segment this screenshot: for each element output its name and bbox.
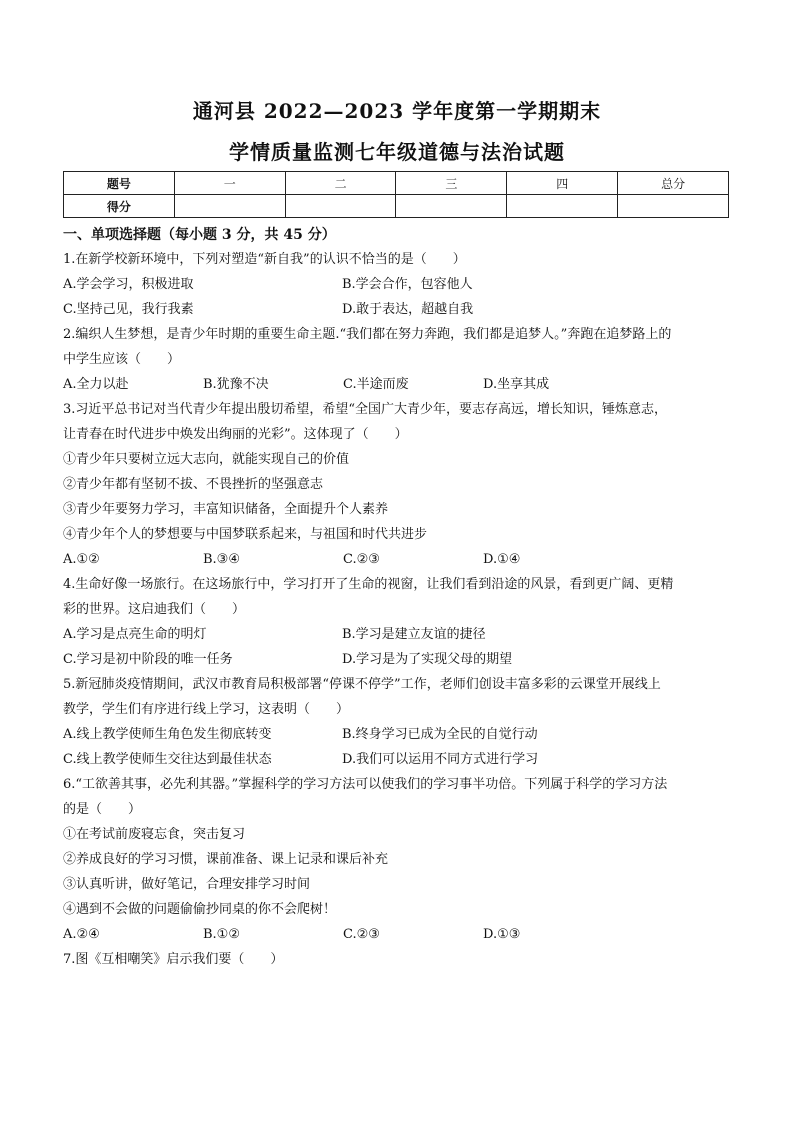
score-blank-cell bbox=[618, 195, 729, 218]
option-b: B.学习是建立友谊的捷径 bbox=[342, 627, 486, 642]
option-d: D.我们可以运用不同方式进行学习 bbox=[342, 752, 539, 767]
question-stem: 5.新冠肺炎疫情期间，武汉市教育局积极部署“停课不停学”工作，老师们创设丰富多彩的云课堂开展线上 bbox=[63, 677, 661, 692]
score-header-cell: 一 bbox=[174, 172, 285, 195]
statement: ③青少年要努力学习，丰富知识储备，全面提升个人素养 bbox=[63, 502, 389, 517]
option-row bbox=[63, 747, 731, 772]
statement: ②养成良好的学习习惯，课前准备、课上记录和课后补充 bbox=[63, 852, 389, 867]
option-c: C.半途而废 bbox=[343, 377, 409, 392]
question-stem: 教学，学生们有序进行线上学习，这表明（ ） bbox=[63, 702, 350, 717]
option-row bbox=[63, 922, 731, 947]
question-stem: 3.习近平总书记对当代青少年提出殷切希望，希望“全国广大青少年，要志存高远，增长知识，锤炼意志， bbox=[63, 402, 668, 417]
question-stem: 7.图《互相嘲笑》启示我们要（ ） bbox=[63, 952, 284, 967]
question-stem: 中学生应该（ ） bbox=[63, 352, 181, 367]
option-b: B.①② bbox=[203, 927, 240, 942]
question-stem: 6.“工欲善其事，必先利其器。”掌握科学的学习方法可以使我们的学习事半功倍。下列属于科学的学习方法 bbox=[63, 777, 668, 792]
score-row-label: 得分 bbox=[64, 195, 175, 218]
option-b: B.学会合作，包容他人 bbox=[342, 277, 473, 292]
option-a: A.②④ bbox=[63, 927, 100, 942]
option-d: D.坐享其成 bbox=[483, 377, 550, 392]
option-a: A.线上教学使师生角色发生彻底转变 bbox=[63, 727, 272, 742]
statement: ②青少年都有坚韧不拔、不畏挫折的坚强意志 bbox=[63, 477, 324, 492]
score-blank-cell bbox=[507, 195, 618, 218]
option-c: C.学习是初中阶段的唯一任务 bbox=[63, 652, 233, 667]
option-b: B.犹豫不决 bbox=[203, 377, 269, 392]
option-d: D.学习是为了实现父母的期望 bbox=[342, 652, 513, 667]
score-blank-cell bbox=[174, 195, 285, 218]
score-header-cell: 二 bbox=[285, 172, 396, 195]
option-row bbox=[63, 622, 731, 647]
statement: ④青少年个人的梦想要与中国梦联系起来，与祖国和时代共进步 bbox=[63, 527, 428, 542]
section-title: 一、单项选择题（每小题 3 分，共 45 分） bbox=[63, 227, 336, 243]
option-b: B.③④ bbox=[203, 552, 240, 567]
score-blank-cell bbox=[396, 195, 507, 218]
option-row bbox=[63, 272, 731, 297]
option-c: C.②③ bbox=[343, 552, 380, 567]
question-stem: 1.在新学校新环境中，下列对塑造“新自我”的认识不恰当的是（ ） bbox=[63, 252, 466, 267]
statement: ①青少年只要树立远大志向，就能实现自己的价值 bbox=[63, 452, 350, 467]
question-stem: 4.生命好像一场旅行。在这场旅行中，学习打开了生命的视窗，让我们看到沿途的风景，看到更广阔、更精 bbox=[63, 577, 674, 592]
option-d: D.①④ bbox=[483, 552, 521, 567]
statement: ③认真听讲，做好笔记，合理安排学习时间 bbox=[63, 877, 311, 892]
option-d: D.①③ bbox=[483, 927, 521, 942]
score-table-score-row bbox=[64, 195, 729, 218]
option-a: A.全力以赴 bbox=[63, 377, 129, 392]
option-row bbox=[63, 372, 731, 397]
option-a: A.学会学习，积极进取 bbox=[63, 277, 194, 292]
score-table bbox=[63, 171, 729, 218]
option-row bbox=[63, 547, 731, 572]
question-stem: 彩的世界。这启迪我们（ ） bbox=[63, 602, 246, 617]
score-header-cell: 题号 bbox=[64, 172, 175, 195]
question-stem: 让青春在时代进步中焕发出绚丽的光彩”。这体现了（ ） bbox=[63, 427, 408, 442]
score-header-cell: 四 bbox=[507, 172, 618, 195]
option-b: B.终身学习已成为全民的自觉行动 bbox=[342, 727, 538, 742]
question-stem: 2.编织人生梦想，是青少年时期的重要生命主题.“我们都在努力奔跑，我们都是追梦人。”奔跑在追梦路上的 bbox=[63, 327, 672, 342]
score-table-header-row bbox=[64, 172, 729, 195]
score-header-cell: 总分 bbox=[618, 172, 729, 195]
statement: ①在考试前废寝忘食，突击复习 bbox=[63, 827, 246, 842]
option-row bbox=[63, 647, 731, 672]
score-blank-cell bbox=[285, 195, 396, 218]
question-list bbox=[63, 247, 731, 972]
score-header-cell: 三 bbox=[396, 172, 507, 195]
option-row bbox=[63, 297, 731, 322]
exam-title-line1: 通河县 2022—2023 学年度第一学期期末 bbox=[192, 99, 602, 123]
exam-title-line2: 学情质量监测七年级道德与法治试题 bbox=[229, 140, 565, 164]
option-a: A.①② bbox=[63, 552, 100, 567]
option-row bbox=[63, 722, 731, 747]
option-c: C.坚持己见，我行我素 bbox=[63, 302, 194, 317]
statement: ④遇到不会做的问题偷偷抄同桌的你不会爬树！ bbox=[63, 902, 337, 917]
option-a: A.学习是点亮生命的明灯 bbox=[63, 627, 207, 642]
option-d: D.敢于表达，超越自我 bbox=[342, 302, 474, 317]
option-c: C.②③ bbox=[343, 927, 380, 942]
question-stem: 的是（ ） bbox=[63, 802, 142, 817]
option-c: C.线上教学使师生交往达到最佳状态 bbox=[63, 752, 272, 767]
